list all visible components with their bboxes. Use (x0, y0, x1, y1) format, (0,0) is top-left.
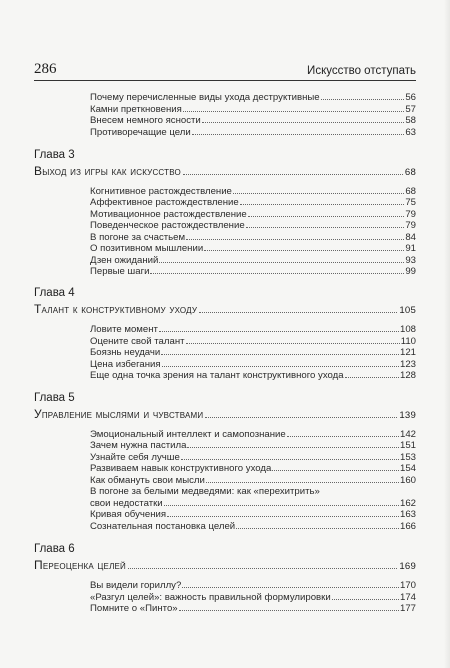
toc-entry (90, 104, 416, 115)
toc-entry-first-line (90, 486, 416, 497)
toc-entry (90, 509, 416, 520)
toc-entry-page: 108 (399, 324, 416, 335)
toc-entry-title: Дзен ожиданий (90, 255, 159, 266)
toc-entry-title: Почему перечисленные виды ухода деструктивные (90, 92, 320, 103)
chapter-title-text: Талант к конструктивному уходу (34, 302, 198, 316)
chapter-page: 105 (399, 305, 416, 316)
toc-entry (90, 220, 416, 231)
toc-entry-title: Еще одна точка зрения на талант конструктивного ухода (90, 370, 344, 381)
toc-entry-title: Цена избегания (90, 359, 161, 370)
toc-entry (90, 498, 416, 509)
toc-entry (90, 359, 416, 370)
toc-entry-page: 151 (399, 440, 416, 451)
toc-entry (90, 463, 416, 474)
toc-entry-title: В погоне за счастьем (90, 232, 186, 243)
toc-entry (90, 197, 416, 208)
toc-entry-title: Развиваем навык конструктивного ухода (90, 463, 272, 474)
toc-entry-title: О позитивном мышлении (90, 243, 204, 254)
toc-entry (90, 580, 416, 591)
chapter-label: Глава 6 (34, 543, 75, 555)
toc-entry-page: 79 (405, 209, 416, 220)
toc-entry-title: Ловите момент (90, 324, 158, 335)
toc-entry-page: 162 (399, 498, 416, 509)
toc-entry (90, 127, 416, 138)
page-header (34, 62, 416, 81)
toc-entry-title-continuation: свои недостатки (90, 498, 163, 509)
toc-entry-page: 160 (399, 475, 416, 486)
toc-entry-page: 75 (405, 197, 416, 208)
toc-entry (90, 243, 416, 254)
toc-entry-page: 68 (405, 186, 416, 197)
toc-entry-title: Противоречащие цели (90, 127, 191, 138)
toc-entry (90, 336, 416, 347)
toc-entry-page: 63 (405, 127, 416, 138)
page-number: 286 (34, 61, 57, 77)
toc-entry (90, 115, 416, 126)
toc-entry-page: 174 (399, 592, 416, 603)
toc-entry (90, 521, 416, 532)
chapter-label: Глава 4 (34, 287, 75, 299)
toc-entry (90, 370, 416, 381)
toc-entry-page: 58 (405, 115, 416, 126)
toc-entry-title: Оцените свой талант (90, 336, 185, 347)
chapter-title (34, 407, 416, 421)
toc-entry (90, 186, 416, 197)
toc-entry-title: Кривая обучения (90, 509, 167, 520)
chapter-label: Глава 5 (34, 392, 75, 404)
toc-entry-title: Первые шаги (90, 266, 150, 277)
toc-entry-page: 177 (399, 603, 416, 614)
toc-entry-page: 163 (399, 509, 416, 520)
chapter-title (34, 302, 416, 316)
toc-entry-page: 121 (399, 347, 416, 358)
toc-entry-page: 170 (399, 580, 416, 591)
toc-entry (90, 475, 416, 486)
toc-entry-title: Вы видели гориллу? (90, 580, 182, 591)
chapter-title-text: Переоценка целей (34, 558, 127, 572)
toc-entry-title: «Разгул целей»: важность правильной формулировки (90, 592, 331, 603)
chapter-title-text: Управление мыслями и чувствами (34, 407, 204, 421)
toc-entry (90, 429, 416, 440)
toc-entry-page: 154 (399, 463, 416, 474)
chapter-title (34, 558, 416, 572)
toc-entry-title: Когнитивное растождествление (90, 186, 232, 197)
chapter-title-text: Выход из игры как искусство (34, 164, 181, 178)
toc-entry-title: Помните о «Пинто» (90, 603, 178, 614)
toc-entry-page: 57 (405, 104, 416, 115)
toc-entry-title: Зачем нужна пастила (90, 440, 187, 451)
chapter-page: 68 (404, 167, 416, 178)
toc-entry-title: Боязнь неудачи (90, 347, 161, 358)
toc-entry (90, 440, 416, 451)
toc-entry-page: 142 (399, 429, 416, 440)
toc-entry (90, 603, 416, 614)
toc-entry-page: 110 (400, 336, 416, 347)
toc-entry-title: Узнайте себя лучше (90, 452, 180, 463)
toc-entry-page: 79 (405, 220, 416, 231)
toc-entry-title: Камни преткновения (90, 104, 182, 115)
toc-entry-page: 123 (399, 359, 416, 370)
toc-entry (90, 452, 416, 463)
chapter-page: 169 (399, 561, 416, 572)
page-edge-shadow (444, 0, 450, 668)
toc-entry (90, 209, 416, 220)
toc-entry-page: 84 (405, 232, 416, 243)
toc-entry-page: 166 (399, 521, 416, 532)
toc-entry-title: Как обмануть свои мысли (90, 475, 205, 486)
toc-entry-title: В погоне за белыми медведями: как «перехитрить» (90, 486, 320, 497)
toc-entry-page: 93 (405, 255, 416, 266)
toc-entry-title: Мотивационное растождествление (90, 209, 247, 220)
toc-entry (90, 232, 416, 243)
toc-entry (90, 92, 416, 103)
toc-entry (90, 347, 416, 358)
toc-entry (90, 255, 416, 266)
toc-entry-page: 128 (399, 370, 416, 381)
toc-entry (90, 266, 416, 277)
toc-entry (90, 592, 416, 603)
toc-entry (90, 324, 416, 335)
toc-entry-page: 56 (405, 92, 416, 103)
running-title: Искусство отступать (307, 65, 416, 77)
toc-entry-title: Аффективное растождествление (90, 197, 239, 208)
chapter-page: 139 (399, 410, 416, 421)
toc-entry-page: 99 (405, 266, 416, 277)
chapter-label: Глава 3 (34, 149, 75, 161)
chapter-title (34, 164, 416, 178)
toc-entry-title: Внесем немного ясности (90, 115, 201, 126)
toc-entry-title: Поведенческое растождествление (90, 220, 245, 231)
toc-entry-page: 91 (405, 243, 416, 254)
toc-entry-title: Эмоциональный интеллект и самопознание (90, 429, 286, 440)
toc-entry-page: 153 (399, 452, 416, 463)
toc-entry-title: Сознательная постановка целей (90, 521, 236, 532)
